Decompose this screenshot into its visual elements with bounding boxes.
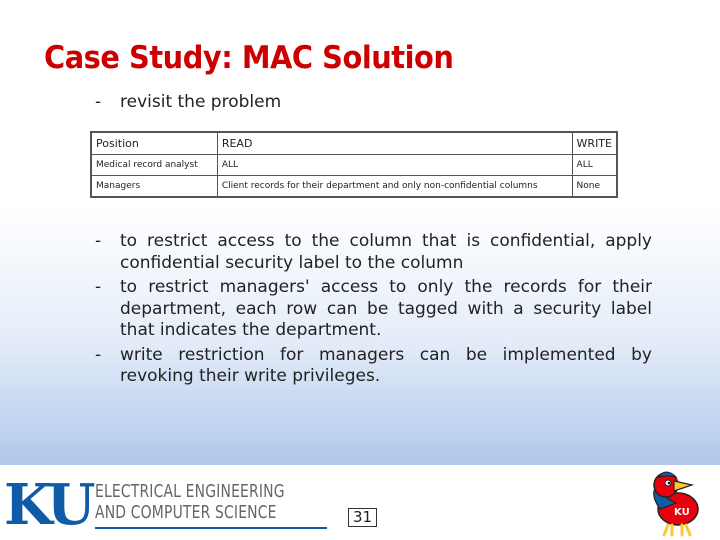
page-number: 31	[348, 508, 377, 527]
bullet-text: to restrict access to the column that is confidential, apply confidential security label to the column	[120, 231, 652, 273]
header-write: WRITE	[572, 132, 617, 155]
cell-write: None	[572, 176, 617, 198]
bullet-dash: -	[95, 231, 102, 251]
table-row	[91, 155, 617, 176]
cell-read: Client records for their department and only non-confidential columns	[217, 176, 572, 198]
intro-line	[95, 92, 281, 112]
permissions-table	[90, 131, 618, 198]
bullet-item	[95, 277, 652, 342]
bullet-dash: -	[95, 344, 102, 365]
table-row	[91, 176, 617, 198]
department-name	[95, 481, 285, 523]
intro-dash: -	[95, 92, 102, 112]
cell-position: Managers	[91, 176, 217, 198]
ku-logo: KU	[4, 472, 92, 538]
bullet-item	[95, 345, 652, 388]
slide-title: Case Study: MAC Solution	[44, 40, 454, 76]
table-header-row	[91, 132, 617, 155]
department-underline	[95, 527, 327, 529]
bullet-text: write restriction for managers can be implemented by revoking their write privileges.	[120, 344, 652, 386]
slide-footer	[0, 465, 720, 540]
bullet-list	[95, 231, 652, 391]
bullet-item	[95, 231, 652, 274]
jayhawk-icon	[636, 465, 716, 537]
svg-text:KU: KU	[674, 507, 690, 518]
header-read: READ	[217, 132, 572, 155]
cell-position: Medical record analyst	[91, 155, 217, 176]
cell-read: ALL	[217, 155, 572, 176]
bullet-dash: -	[95, 277, 102, 297]
department-line-1: ELECTRICAL ENGINEERING	[95, 481, 285, 502]
bullet-text: to restrict managers' access to only the records for their department, each row can be tagged with a security label that indicates the department.	[120, 277, 652, 340]
header-position: Position	[91, 132, 217, 155]
department-line-2: AND COMPUTER SCIENCE	[95, 502, 277, 523]
cell-write: ALL	[572, 155, 617, 176]
intro-text: revisit the problem	[120, 92, 282, 112]
